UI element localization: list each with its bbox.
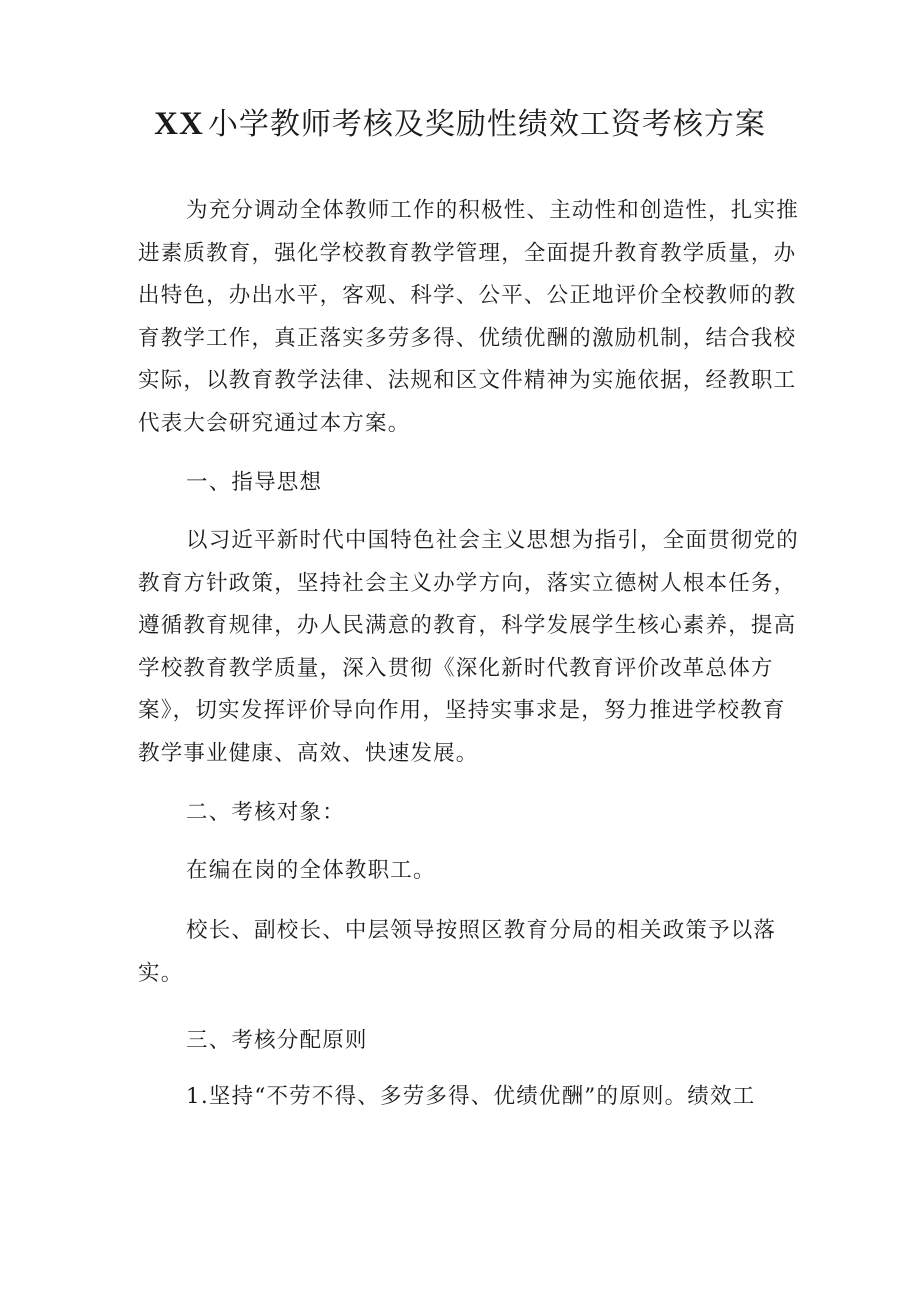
- title-prefix: XX: [154, 106, 204, 142]
- principle-item-1: 1.坚持“不劳不得、多劳多得、优绩优酬”的原则。绩效工: [186, 1084, 756, 1109]
- leadership-policy-paragraph: 校长、副校长、中层领导按照区教育分局的相关政策予以落实。: [138, 918, 777, 986]
- title-text: 小学教师考核及奖励性绩效工资考核方案: [207, 107, 766, 142]
- section-heading-distribution-principles: 三、考核分配原则: [186, 1028, 368, 1053]
- assessment-targets-paragraph: 在编在岗的全体教职工。: [186, 858, 436, 883]
- section-heading-guiding-ideology: 一、指导思想: [186, 470, 323, 495]
- intro-paragraph: 为充分调动全体教师工作的积极性、主动性和创造性，扎实推进素质教育，强化学校教育教学管理，全面提升教育教学质量，办出特色，办出水平，客观、科学、公平、公正地评价全校教师的教育教学工作，真正落实多劳多得、优绩优酬的激励机制，结合我校实际，以教育教学法律、法规和区文件精神为实施依据，经教职工代表大会研究通过本方案。: [138, 198, 799, 436]
- section-heading-assessment-targets: 二、考核对象：: [186, 800, 345, 825]
- guiding-ideology-paragraph: 以习近平新时代中国特色社会主义思想为指引，全面贯彻党的教育方针政策，坚持社会主义办学方向，落实立德树人根本任务，遵循教育规律，办人民满意的教育，科学发展学生核心素养，提高学校教育教学质量，深入贯彻《深化新时代教育评价改革总体方案》，切实发挥评价导向作用，坚持实事求是，努力推进学校教育教学事业健康、高效、快速发展。: [138, 528, 799, 766]
- document-title: [0, 102, 920, 147]
